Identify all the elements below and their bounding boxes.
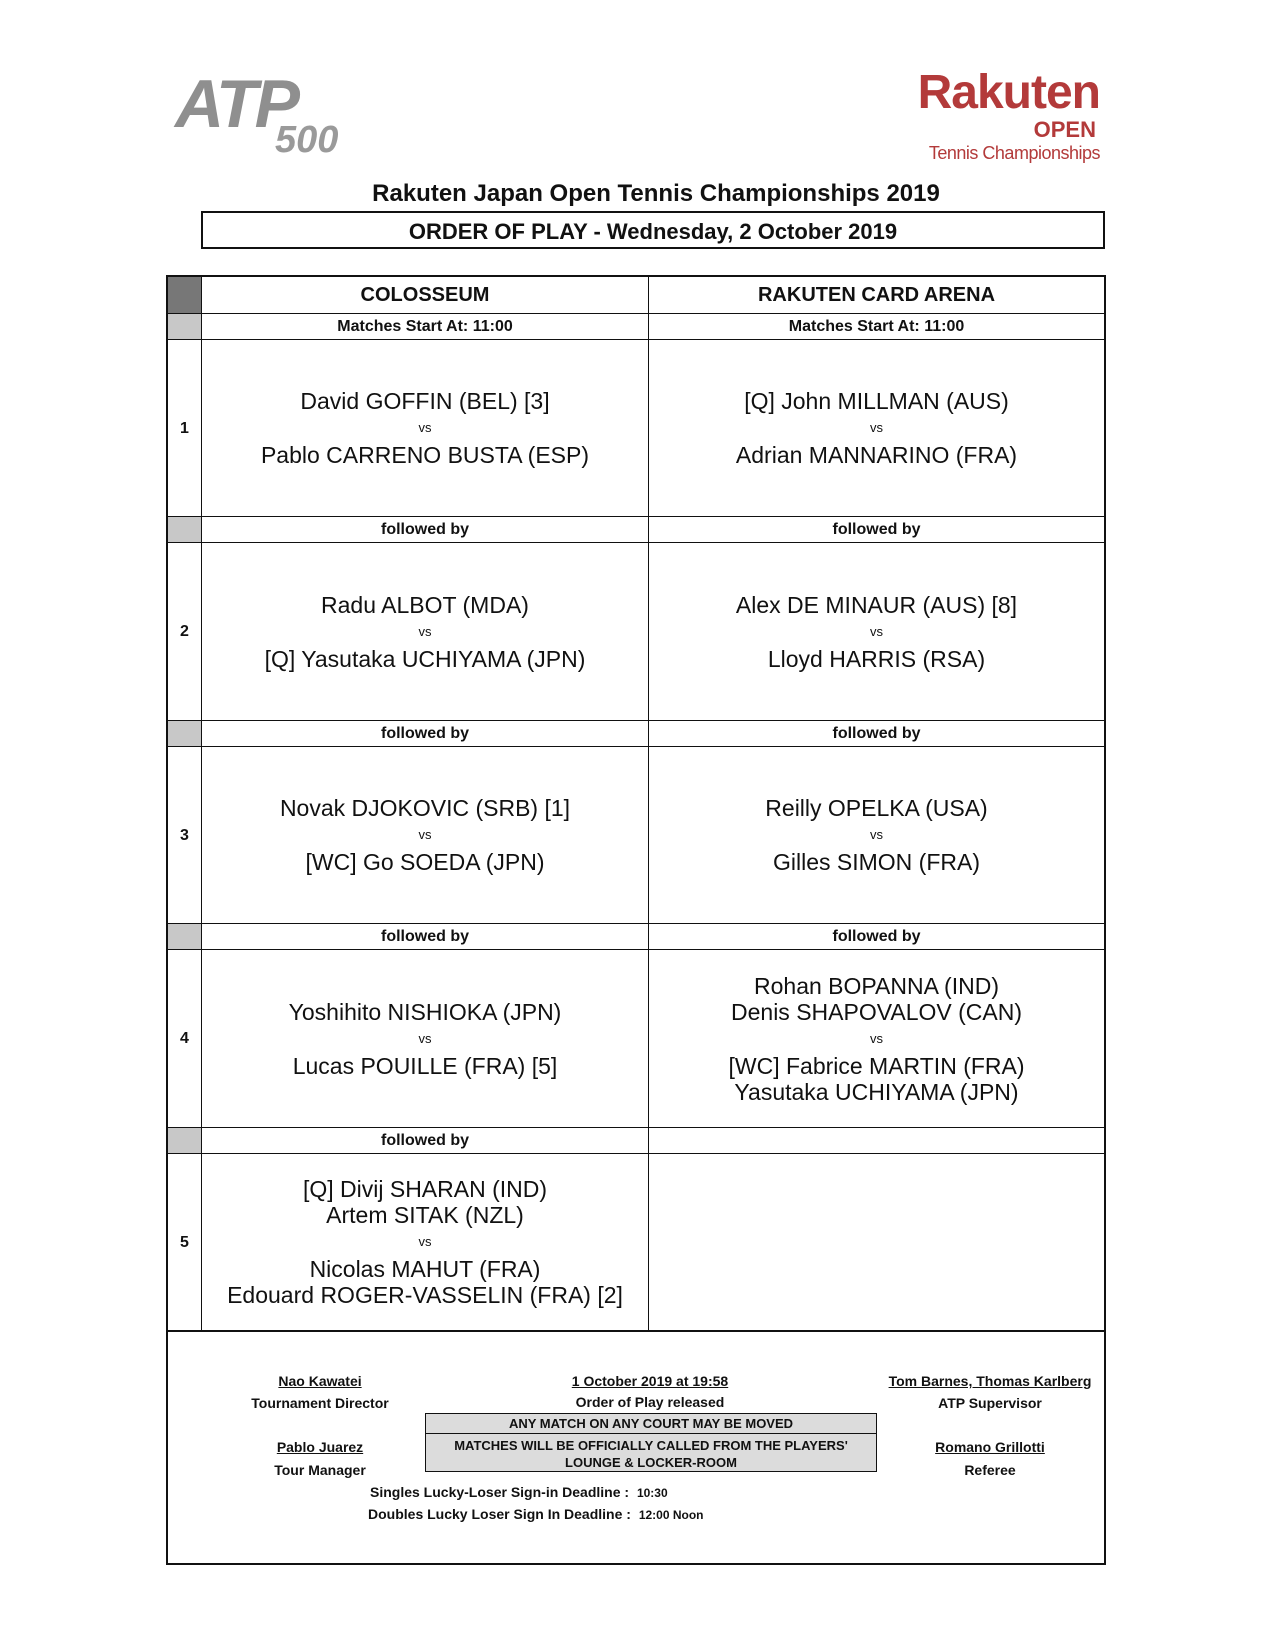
start-row-corner	[168, 314, 202, 340]
player-name: David GOFFIN (BEL) [3]	[300, 388, 550, 414]
player-name: Reilly OPELKA (USA)	[765, 795, 988, 821]
player-name: [Q] Divij SHARAN (IND)	[302, 1176, 548, 1202]
empty-match-cell	[649, 1154, 1104, 1332]
notice-line: LOUNGE & LOCKER-ROOM	[565, 1455, 737, 1470]
doubles-ll-label: Doubles Lucky Loser Sign In Deadline :	[368, 1506, 631, 1522]
vs-label: vs	[418, 1234, 432, 1249]
followed-by-label: followed by	[202, 924, 649, 950]
followed-by-label: followed by	[649, 721, 1104, 747]
match-cell	[649, 543, 1104, 721]
notice-court-move: ANY MATCH ON ANY COURT MAY BE MOVED	[425, 1413, 877, 1434]
separator-corner	[168, 924, 202, 950]
manager-name: Pablo Juarez	[276, 1439, 364, 1455]
atp-500-logo	[175, 66, 355, 165]
player-name: Lloyd HARRIS (RSA)	[767, 645, 986, 672]
row-number: 5	[168, 1154, 202, 1332]
singles-ll-label: Singles Lucky-Loser Sign-in Deadline :	[370, 1484, 630, 1500]
empty-separator-cell	[649, 1128, 1104, 1154]
player-name: [WC] Fabrice MARTIN (FRA)	[728, 1052, 1025, 1079]
order-of-play-date: ORDER OF PLAY - Wednesday, 2 October 2019	[201, 211, 1105, 249]
vs-label: vs	[870, 420, 883, 435]
rakuten-open-logo	[900, 68, 1100, 168]
page-title: Rakuten Japan Open Tennis Championships 2019	[372, 180, 940, 207]
supervisor-name: Tom Barnes, Thomas Karlberg	[888, 1373, 1092, 1389]
player-name: Denis SHAPOVALOV (CAN)	[731, 998, 1022, 1025]
start-time-rakuten-card-arena: Matches Start At: 11:00	[649, 314, 1104, 340]
player-name: Edouard ROGER-VASSELIN (FRA) [2]	[227, 1282, 623, 1308]
separator-corner	[168, 517, 202, 543]
referee-role: Referee	[964, 1462, 1016, 1478]
vs-label: vs	[870, 827, 883, 842]
doubles-ll-time: 12:00 Noon	[638, 1508, 704, 1522]
vs-label: vs	[870, 1030, 883, 1046]
followed-by-label: followed by	[649, 517, 1104, 543]
match-cell	[649, 747, 1104, 924]
vs-label: vs	[418, 623, 432, 639]
player-name: Alex DE MINAUR (AUS) [8]	[735, 591, 1018, 618]
player-name: Rohan BOPANNA (IND)	[754, 972, 999, 999]
rakuten-logo-word: Rakuten	[917, 66, 1100, 119]
rakuten-logo-sub: Tennis Championships	[928, 143, 1100, 163]
followed-by-label: followed by	[649, 924, 1104, 950]
player-name: Pablo CARRENO BUSTA (ESP)	[260, 442, 590, 468]
vs-label: vs	[418, 1030, 432, 1046]
released-date: 1 October 2019 at 19:58	[571, 1373, 729, 1389]
player-name: Yasutaka UCHIYAMA (JPN)	[734, 1078, 1019, 1105]
court-name-rakuten-card-arena: RAKUTEN CARD ARENA	[649, 277, 1104, 314]
player-name: Radu ALBOT (MDA)	[321, 591, 529, 618]
player-name: Yoshihito NISHIOKA (JPN)	[288, 998, 562, 1025]
notice-called-from-lounge	[425, 1433, 877, 1472]
header-corner	[168, 277, 202, 314]
player-name: Novak DJOKOVIC (SRB) [1]	[279, 795, 571, 821]
player-name: Lucas POUILLE (FRA) [5]	[292, 1052, 558, 1079]
row-number: 2	[168, 543, 202, 721]
rakuten-logo-open: OPEN	[1033, 117, 1096, 142]
supervisor-role: ATP Supervisor	[938, 1395, 1042, 1411]
match-cell	[202, 340, 649, 517]
atp-logo-word: ATP	[175, 66, 297, 142]
followed-by-label: followed by	[202, 1128, 649, 1154]
followed-by-label: followed by	[202, 721, 649, 747]
vs-label: vs	[418, 827, 432, 842]
player-name: [Q] John MILLMAN (AUS)	[744, 388, 1009, 414]
released-label: Order of Play released	[575, 1394, 725, 1410]
player-name: Artem SITAK (NZL)	[326, 1202, 524, 1228]
player-name: Adrian MANNARINO (FRA)	[735, 442, 1018, 468]
manager-role: Tour Manager	[274, 1462, 366, 1478]
order-of-play-table	[166, 275, 1106, 1565]
director-role: Tournament Director	[251, 1395, 389, 1411]
match-cell	[649, 950, 1104, 1128]
atp-logo-tier: 500	[275, 119, 339, 161]
court-name-colosseum: COLOSSEUM	[202, 277, 649, 314]
vs-label: vs	[418, 420, 432, 435]
row-number: 3	[168, 747, 202, 924]
separator-corner	[168, 1128, 202, 1154]
player-name: Gilles SIMON (FRA)	[773, 849, 980, 875]
match-cell	[202, 1154, 649, 1332]
notice-line: MATCHES WILL BE OFFICIALLY CALLED FROM THE PLAYERS'	[454, 1438, 848, 1453]
player-name: [WC] Go SOEDA (JPN)	[305, 849, 545, 875]
row-number: 4	[168, 950, 202, 1128]
match-cell	[202, 950, 649, 1128]
singles-ll-deadline	[370, 1484, 770, 1500]
start-time-colosseum: Matches Start At: 11:00	[202, 314, 649, 340]
referee-name: Romano Grillotti	[935, 1439, 1045, 1455]
match-cell	[202, 747, 649, 924]
player-name: Nicolas MAHUT (FRA)	[309, 1256, 541, 1282]
director-name: Nao Kawatei	[278, 1373, 362, 1389]
vs-label: vs	[870, 623, 883, 639]
match-cell	[202, 543, 649, 721]
separator-corner	[168, 721, 202, 747]
row-number: 1	[168, 340, 202, 517]
match-cell	[649, 340, 1104, 517]
player-name: [Q] Yasutaka UCHIYAMA (JPN)	[264, 645, 586, 672]
followed-by-label: followed by	[202, 517, 649, 543]
singles-ll-time: 10:30	[636, 1486, 668, 1500]
doubles-ll-deadline	[368, 1506, 788, 1522]
